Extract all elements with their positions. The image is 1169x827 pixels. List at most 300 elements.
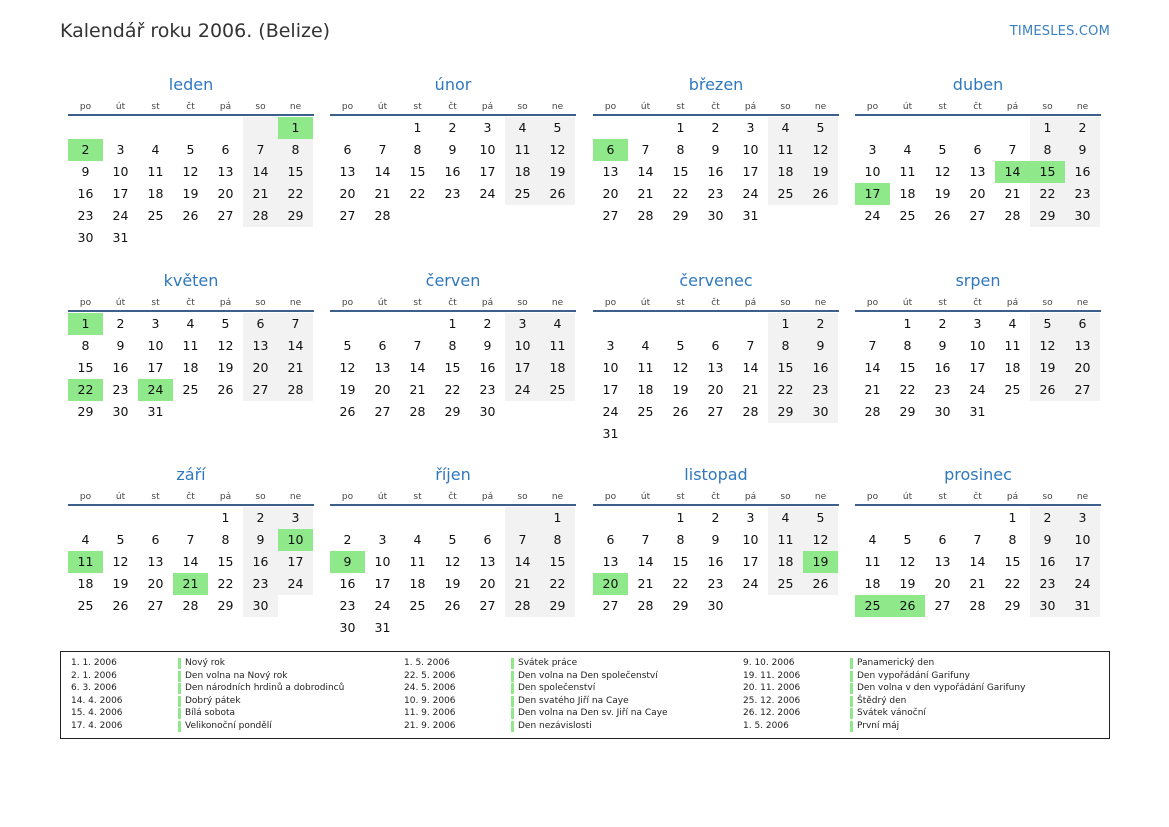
weekday-label: st <box>413 102 422 112</box>
empty-cell <box>890 507 925 529</box>
weekday-header <box>330 296 576 312</box>
day-cell: 21 <box>278 357 313 379</box>
weekday-label: čt <box>448 102 457 112</box>
day-cell: 4 <box>1008 316 1017 331</box>
day-cell: 7 <box>641 532 650 547</box>
day-cell: 7 <box>378 142 387 157</box>
day-cell: 1 <box>221 510 230 525</box>
day-cell: 24 <box>374 598 391 613</box>
empty-cell <box>593 507 628 529</box>
day-cell: 6 <box>973 142 982 157</box>
weekday-label: st <box>938 102 947 112</box>
legend-date: 17. 4. 2006 <box>71 720 123 731</box>
day-cell: 9 <box>483 338 492 353</box>
day-cell: 12 <box>444 554 461 569</box>
weekday-label: st <box>938 298 947 308</box>
week-row <box>330 313 576 335</box>
empty-cell <box>540 205 575 227</box>
day-cell: 3 <box>606 338 615 353</box>
day-cell: 24 <box>479 186 496 201</box>
day-cell: 17 <box>742 554 759 569</box>
day-cell: 4 <box>81 532 90 547</box>
empty-cell <box>278 227 313 249</box>
holiday-day: 6 <box>593 139 628 161</box>
day-cell: 11 <box>864 554 881 569</box>
day-cell: 9 <box>448 142 457 157</box>
day-cell: 15 <box>77 360 94 375</box>
legend-marker <box>511 683 514 694</box>
empty-cell <box>208 117 243 139</box>
day-cell: 2 <box>1030 507 1065 529</box>
holiday-day: 19 <box>803 551 838 573</box>
day-cell: 6 <box>378 338 387 353</box>
empty-cell <box>435 617 470 639</box>
legend-marker <box>178 721 181 732</box>
holiday-day: 17 <box>855 183 890 205</box>
day-cell: 17 <box>278 551 313 573</box>
weekday-label: st <box>676 298 685 308</box>
week-row <box>855 205 1101 227</box>
weekday-label: pá <box>481 492 494 502</box>
day-cell: 11 <box>1004 338 1021 353</box>
day-cell: 24 <box>1065 573 1100 595</box>
day-cell: 11 <box>768 529 803 551</box>
day-cell: 14 <box>637 554 654 569</box>
weekday-label: út <box>115 298 126 308</box>
day-cell: 11 <box>899 164 916 179</box>
site-link[interactable]: TIMESLES.COM <box>1009 24 1110 39</box>
day-cell: 4 <box>768 507 803 529</box>
day-cell: 26 <box>934 208 951 223</box>
day-cell: 28 <box>742 404 759 419</box>
day-cell: 27 <box>479 598 496 613</box>
legend-holiday-name: Svátek práce <box>518 658 578 668</box>
month-srpen <box>855 266 1101 423</box>
day-cell: 10 <box>147 338 164 353</box>
empty-cell <box>138 227 173 249</box>
weekday-label: út <box>115 102 126 112</box>
day-cell: 5 <box>540 117 575 139</box>
day-cell: 26 <box>182 208 199 223</box>
empty-cell <box>505 507 540 529</box>
legend-date: 26. 12. 2006 <box>743 708 801 719</box>
week-row <box>68 139 314 161</box>
day-cell: 23 <box>339 598 356 613</box>
day-cell: 15 <box>217 554 234 569</box>
week-row <box>593 139 839 161</box>
day-cell: 29 <box>77 404 94 419</box>
week-row <box>855 573 1101 595</box>
week-row <box>68 117 314 139</box>
holiday-legend <box>60 651 1110 739</box>
legend-marker <box>178 671 181 682</box>
day-cell: 17 <box>742 164 759 179</box>
day-cell: 21 <box>969 576 986 591</box>
legend-holiday-name: Štědrý den <box>857 695 907 706</box>
day-cell: 8 <box>413 142 422 157</box>
day-cell: 4 <box>768 117 803 139</box>
weekday-label: st <box>413 492 422 502</box>
day-cell: 15 <box>278 161 313 183</box>
day-cell: 20 <box>147 576 164 591</box>
weekday-label: ne <box>551 102 564 112</box>
day-cell: 20 <box>1065 357 1100 379</box>
holiday-day: 26 <box>890 595 925 617</box>
empty-cell <box>768 423 803 445</box>
weekday-label: so <box>517 102 528 112</box>
week-row <box>68 161 314 183</box>
day-cell: 22 <box>672 576 689 591</box>
day-cell: 28 <box>409 404 426 419</box>
day-cell: 7 <box>505 529 540 551</box>
day-cell: 7 <box>278 313 313 335</box>
empty-cell <box>470 617 505 639</box>
legend-date: 24. 5. 2006 <box>404 683 456 694</box>
empty-cell <box>173 401 208 423</box>
day-cell: 20 <box>602 186 619 201</box>
legend-marker <box>511 721 514 732</box>
week-row <box>593 313 839 335</box>
empty-cell <box>890 117 925 139</box>
empty-cell <box>628 313 663 335</box>
weekday-label: ne <box>814 102 827 112</box>
week-row <box>68 507 314 529</box>
legend-marker <box>850 671 853 682</box>
day-cell: 13 <box>147 554 164 569</box>
weekday-label: út <box>902 102 913 112</box>
legend-column <box>404 657 734 733</box>
empty-cell <box>365 313 400 335</box>
day-cell: 17 <box>479 164 496 179</box>
day-cell: 6 <box>606 532 615 547</box>
day-cell: 8 <box>903 338 912 353</box>
day-cell: 10 <box>742 142 759 157</box>
empty-cell <box>995 401 1030 423</box>
day-cell: 3 <box>868 142 877 157</box>
legend-item <box>743 695 1073 708</box>
weekday-label: po <box>604 102 617 112</box>
day-cell: 21 <box>637 186 654 201</box>
legend-item <box>71 670 401 683</box>
week-row <box>593 161 839 183</box>
weekday-label: ne <box>551 492 564 502</box>
holiday-day: 21 <box>173 573 208 595</box>
day-cell: 15 <box>409 164 426 179</box>
empty-cell <box>173 227 208 249</box>
day-cell: 7 <box>641 142 650 157</box>
day-cell: 3 <box>151 316 160 331</box>
holiday-day: 2 <box>68 139 103 161</box>
legend-date: 15. 4. 2006 <box>71 708 123 719</box>
week-row <box>68 357 314 379</box>
legend-item <box>743 657 1073 670</box>
weekday-label: út <box>377 298 388 308</box>
holiday-day: 9 <box>330 551 365 573</box>
week-row <box>330 161 576 183</box>
day-cell: 22 <box>672 186 689 201</box>
weekday-label: pá <box>481 298 494 308</box>
day-cell: 5 <box>343 338 352 353</box>
holiday-day: 22 <box>68 379 103 401</box>
week-row <box>68 313 314 335</box>
legend-item <box>404 657 734 670</box>
day-cell: 4 <box>903 142 912 157</box>
day-cell: 26 <box>672 404 689 419</box>
empty-cell <box>803 205 838 227</box>
day-cell: 31 <box>147 404 164 419</box>
day-cell: 30 <box>339 620 356 635</box>
day-cell: 23 <box>77 208 94 223</box>
day-cell: 26 <box>339 404 356 419</box>
week-row <box>855 117 1101 139</box>
day-cell: 16 <box>77 186 94 201</box>
day-cell: 16 <box>707 554 724 569</box>
day-cell: 15 <box>540 551 575 573</box>
empty-cell <box>173 117 208 139</box>
day-cell: 19 <box>112 576 129 591</box>
day-cell: 7 <box>1008 142 1017 157</box>
day-cell: 10 <box>1065 529 1100 551</box>
empty-cell <box>733 423 768 445</box>
empty-cell <box>960 507 995 529</box>
day-cell: 22 <box>768 379 803 401</box>
day-cell: 31 <box>374 620 391 635</box>
empty-cell <box>138 507 173 529</box>
day-cell: 3 <box>378 532 387 547</box>
weekday-label: út <box>115 492 126 502</box>
day-cell: 8 <box>448 338 457 353</box>
day-cell: 28 <box>243 205 278 227</box>
legend-date: 2. 1. 2006 <box>71 670 117 681</box>
week-row <box>330 401 576 423</box>
day-cell: 12 <box>672 360 689 375</box>
day-cell: 15 <box>768 357 803 379</box>
day-cell: 28 <box>969 598 986 613</box>
day-cell: 29 <box>1030 205 1065 227</box>
weekday-label: ne <box>814 298 827 308</box>
day-cell: 18 <box>1004 360 1021 375</box>
weekday-label: st <box>151 298 160 308</box>
month-name: březen <box>688 75 744 94</box>
legend-holiday-name: Dobrý pátek <box>185 695 241 706</box>
day-cell: 9 <box>1030 529 1065 551</box>
legend-column <box>743 657 1073 733</box>
day-cell: 23 <box>934 382 951 397</box>
empty-cell <box>628 423 663 445</box>
week-row <box>330 139 576 161</box>
day-cell: 24 <box>864 208 881 223</box>
empty-cell <box>330 117 365 139</box>
day-cell: 23 <box>243 573 278 595</box>
weekday-label: čt <box>186 102 195 112</box>
day-cell: 22 <box>409 186 426 201</box>
day-cell: 11 <box>409 554 426 569</box>
week-row <box>68 227 314 249</box>
day-cell: 20 <box>243 357 278 379</box>
legend-item <box>743 707 1073 720</box>
day-cell: 25 <box>768 183 803 205</box>
week-row <box>593 357 839 379</box>
day-cell: 2 <box>483 316 492 331</box>
day-cell: 11 <box>637 360 654 375</box>
empty-cell <box>243 117 278 139</box>
day-cell: 16 <box>243 551 278 573</box>
legend-holiday-name: Den společenství <box>518 683 596 694</box>
day-cell: 19 <box>899 576 916 591</box>
day-cell: 2 <box>938 316 947 331</box>
empty-cell <box>103 507 138 529</box>
weekday-header <box>593 100 839 116</box>
week-row <box>68 595 314 617</box>
month-září <box>68 460 314 617</box>
week-row <box>593 183 839 205</box>
legend-holiday-name: Svátek vánoční <box>857 708 926 719</box>
month-name: srpen <box>955 271 1001 290</box>
month-name: říjen <box>435 465 471 484</box>
day-cell: 17 <box>505 357 540 379</box>
day-cell: 20 <box>707 382 724 397</box>
weekday-label: so <box>517 298 528 308</box>
day-cell: 29 <box>899 404 916 419</box>
day-cell: 23 <box>444 186 461 201</box>
week-row <box>68 205 314 227</box>
day-cell: 17 <box>969 360 986 375</box>
day-cell: 28 <box>374 208 391 223</box>
day-cell: 9 <box>243 529 278 551</box>
day-cell: 23 <box>707 186 724 201</box>
empty-cell <box>628 507 663 529</box>
day-cell: 19 <box>803 161 838 183</box>
day-cell: 4 <box>505 117 540 139</box>
day-cell: 12 <box>339 360 356 375</box>
day-cell: 27 <box>969 208 986 223</box>
day-cell: 18 <box>540 357 575 379</box>
month-name: listopad <box>684 465 748 484</box>
day-cell: 24 <box>278 573 313 595</box>
day-cell: 16 <box>1065 161 1100 183</box>
weekday-header <box>330 490 576 506</box>
legend-date: 14. 4. 2006 <box>71 695 123 706</box>
legend-marker <box>850 708 853 719</box>
month-červen <box>330 266 576 423</box>
day-cell: 14 <box>637 164 654 179</box>
day-cell: 27 <box>147 598 164 613</box>
week-row <box>855 507 1101 529</box>
weekday-label: st <box>676 102 685 112</box>
week-row <box>68 183 314 205</box>
day-cell: 20 <box>934 576 951 591</box>
day-cell: 25 <box>409 598 426 613</box>
week-row <box>593 117 839 139</box>
empty-cell <box>173 507 208 529</box>
empty-cell <box>855 507 890 529</box>
day-cell: 19 <box>934 186 951 201</box>
day-cell: 5 <box>448 532 457 547</box>
day-cell: 21 <box>505 573 540 595</box>
day-cell: 13 <box>217 164 234 179</box>
weekday-label: pá <box>219 298 232 308</box>
empty-cell <box>1030 401 1065 423</box>
empty-cell <box>278 401 313 423</box>
week-row <box>593 423 839 445</box>
weekday-label: út <box>640 298 651 308</box>
day-cell: 3 <box>505 313 540 335</box>
day-cell: 17 <box>147 360 164 375</box>
legend-holiday-name: Den volna v den vypořádání Garifuny <box>857 683 1026 694</box>
day-cell: 7 <box>868 338 877 353</box>
day-cell: 13 <box>934 554 951 569</box>
day-cell: 6 <box>711 338 720 353</box>
day-cell: 1 <box>413 120 422 135</box>
day-cell: 25 <box>505 183 540 205</box>
day-cell: 4 <box>540 313 575 335</box>
empty-cell <box>698 313 733 335</box>
legend-holiday-name: Velikonoční pondělí <box>185 720 272 731</box>
weekday-header <box>68 100 314 116</box>
day-cell: 7 <box>186 532 195 547</box>
day-cell: 1 <box>448 316 457 331</box>
day-cell: 15 <box>672 164 689 179</box>
weekday-label: so <box>1042 298 1053 308</box>
day-cell: 28 <box>278 379 313 401</box>
day-cell: 2 <box>243 507 278 529</box>
legend-column <box>71 657 401 733</box>
weekday-label: so <box>780 102 791 112</box>
legend-item <box>71 657 401 670</box>
day-cell: 10 <box>969 338 986 353</box>
weekday-label: ne <box>289 298 302 308</box>
day-cell: 27 <box>217 208 234 223</box>
day-cell: 8 <box>676 532 685 547</box>
day-cell: 30 <box>479 404 496 419</box>
day-cell: 29 <box>1004 598 1021 613</box>
page-title: Kalendář roku 2006. (Belize) <box>60 20 331 42</box>
legend-item <box>743 682 1073 695</box>
day-cell: 22 <box>278 183 313 205</box>
empty-cell <box>803 595 838 617</box>
day-cell: 5 <box>186 142 195 157</box>
weekday-label: ne <box>551 298 564 308</box>
day-cell: 4 <box>868 532 877 547</box>
day-cell: 12 <box>803 139 838 161</box>
day-cell: 7 <box>413 338 422 353</box>
day-cell: 27 <box>339 208 356 223</box>
day-cell: 8 <box>278 139 313 161</box>
day-cell: 28 <box>505 595 540 617</box>
weekday-label: po <box>341 492 354 502</box>
legend-marker <box>178 658 181 669</box>
day-cell: 8 <box>1030 139 1065 161</box>
day-cell: 12 <box>112 554 129 569</box>
day-cell: 19 <box>540 161 575 183</box>
day-cell: 21 <box>409 382 426 397</box>
legend-item <box>404 695 734 708</box>
weekday-header <box>68 490 314 506</box>
holiday-day: 14 <box>995 161 1030 183</box>
day-cell: 12 <box>217 338 234 353</box>
day-cell: 20 <box>339 186 356 201</box>
day-cell: 30 <box>112 404 129 419</box>
weekday-header <box>68 296 314 312</box>
week-row <box>855 313 1101 335</box>
weekday-label: po <box>604 492 617 502</box>
day-cell: 14 <box>374 164 391 179</box>
day-cell: 30 <box>707 598 724 613</box>
day-cell: 16 <box>803 357 838 379</box>
day-cell: 1 <box>676 510 685 525</box>
empty-cell <box>243 401 278 423</box>
day-cell: 2 <box>116 316 125 331</box>
